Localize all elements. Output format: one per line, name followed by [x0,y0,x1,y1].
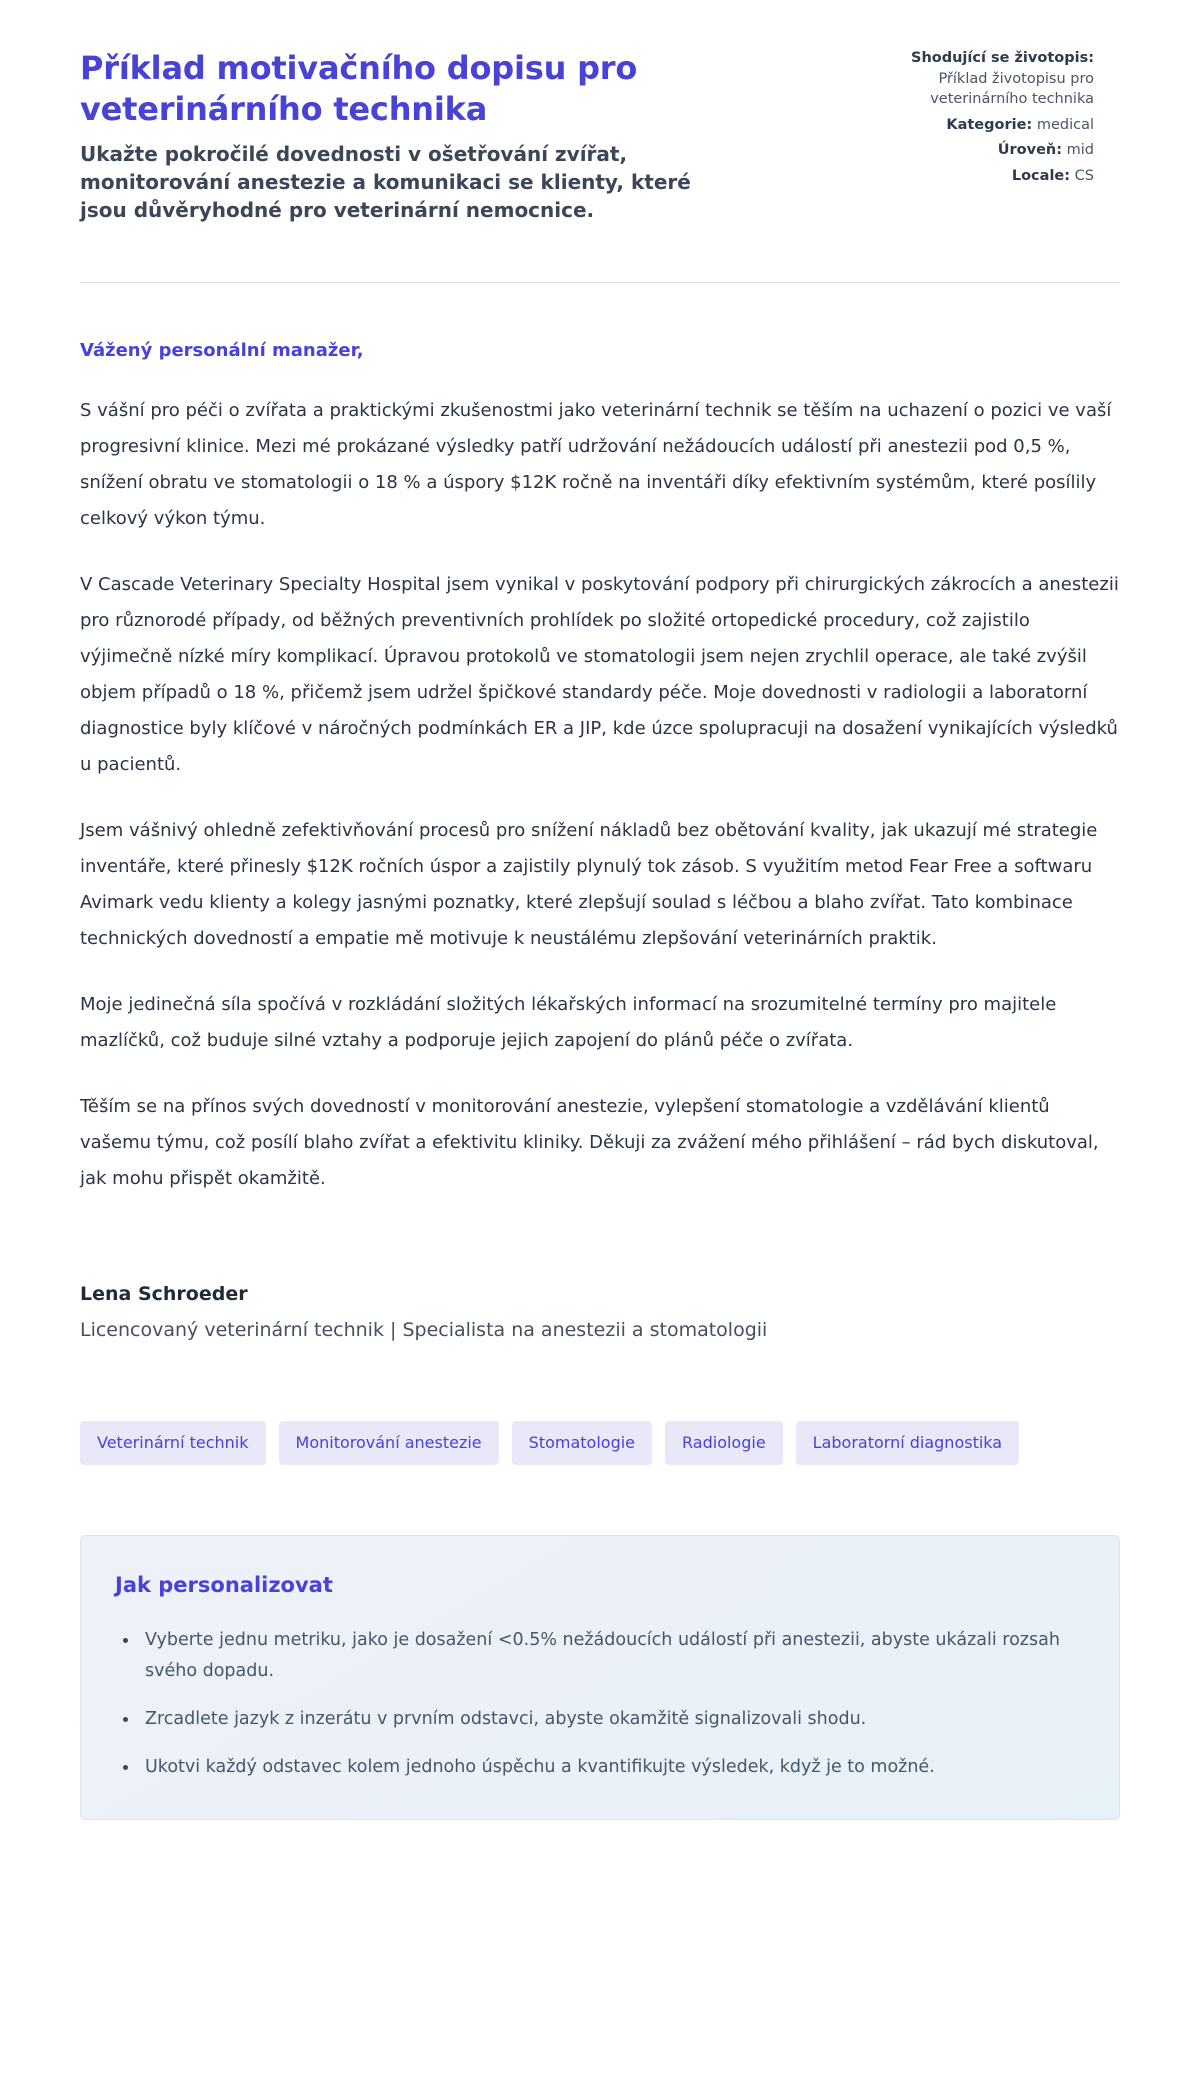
header-title-block [80,48,700,224]
skill-tags-row [80,1421,1120,1465]
skill-tag-laboratory-diagnostics[interactable]: Laboratorní diagnostika [796,1421,1019,1465]
meta-panel [890,48,1120,191]
tip-item-anchor-paragraph: • Ukotvi každý odstavec kolem jednoho úspěchu a kvantifikujte výsledek, když je to možné. [139,1752,1085,1783]
meta-label-locale: Locale: [1011,167,1071,184]
letter-paragraph-4: Moje jedinečná síla spočívá v rozkládání složitých lékařských informací na srozumitelné termíny pro majitele mazlíčků, což buduje silné vztahy a podporuje jejich zapojení do plánů péče o zvířata. [80,994,1057,1051]
meta-label-level: Úroveň: [997,142,1063,159]
signature-title: Licencovaný veterinární technik | Specialista na anestezii a stomatologii [80,1319,768,1341]
page-title: Příklad motivačního dopisu pro veterinárního technika [80,49,638,128]
letter-paragraph-3: Jsem vášnivý ohledně zefektivňování procesů pro snížení nákladů bez obětování kvality, jak ukazují mé strategie inventáře, které přinesly $12K ročních úspor a zajistily plynulý tok zásob. S využitím metod Fear Free a softwaru Avimark vedu klienty a kolegy jasnými poznatky, které zlepšují soulad s léčbou a blaho zvířat. Tato kombinace technických dovedností a empatie mě motivuje k neustálému zlepšování veterinárních praktik. [80,820,1098,949]
meta-value-level: mid [1066,142,1094,159]
tips-heading: Jak personalizovat [115,1573,333,1597]
skill-tag-anesthesia-monitoring[interactable]: Monitorování anestezie [279,1421,499,1465]
meta-label-matching-resume: Shodující se životopis: [911,50,1094,66]
skill-tag-radiology[interactable]: Radiologie [665,1421,783,1465]
letter-greeting: Vážený personální manažer, [80,340,364,361]
page-container [80,0,1120,1884]
meta-label-category: Kategorie: [946,116,1033,133]
personalization-tips-box [80,1535,1120,1820]
signature-name: Lena Schroeder [80,1283,248,1305]
header-divider [80,282,1120,283]
skill-tag-veterinary-technician[interactable]: Veterinární technik [80,1421,266,1465]
tip-item-mirror-language: • Zrcadlete jazyk z inzerátu v prvním odstavci, abyste okamžitě signalizovali shodu. [139,1704,1085,1735]
letter-body [80,339,1120,1341]
meta-row-locale [890,166,1094,187]
letter-paragraph-5: Těším se na přínos svých dovedností v monitorování anestezie, vylepšení stomatologie a vzdělávání klientů vašemu týmu, což posílí blaho zvířat a efektivitu kliniky. Děkuji za zvážení mého přihlášení – rád bych diskutoval, jak mohu přispět okamžitě. [80,1096,1099,1189]
meta-row-matching-resume [890,48,1094,110]
skill-tag-dentistry[interactable]: Stomatologie [512,1421,652,1465]
letter-paragraph-2: V Cascade Veterinary Specialty Hospital jsem vynikal v poskytování podpory při chirurgických zákrocích a anestezii pro různorodé případy, od běžných preventivních prohlídek po složité ortopedické procedury, což zajistilo výjimečně nízké míry komplikací. Úpravou protokolů ve stomatologii jsem nejen zrychlil operace, ale také zvýšil objem případů o 18 %, přičemž jsem udržel špičkové standardy péče. Moje dovednosti v radiologii a laboratorní diagnostice byly klíčové v náročných podmínkách ER a JIP, kde úzce spolupracuji na dosažení vynikajících výsledků u pacientů. [80,574,1119,775]
meta-value-category: medical [1036,116,1094,133]
meta-value-locale: CS [1074,167,1094,184]
tip-item-metric: • Vyberte jednu metriku, jako je dosažení <0.5% nežádoucích událostí při anestezii, abyste ukázali rozsah svého dopadu. [139,1625,1085,1687]
tips-list [115,1625,1085,1783]
page-description: Ukažte pokročilé dovednosti v ošetřování zvířat, monitorování anestezie a komunikaci se klienty, které jsou důvěryhodné pro veterinární nemocnice. [80,142,691,222]
meta-row-level [890,140,1094,161]
letter-paragraph-1: S vášní pro péči o zvířata a praktickými zkušenostmi jako veterinární technik se těším na uchazení o pozici ve vaší progresivní klinice. Mezi mé prokázané výsledky patří udržování nežádoucích událostí při anestezii pod 0,5 %, snížení obratu ve stomatologii o 18 % a úspory $12K ročně na inventáři díky efektivním systémům, které posílily celkový výkon týmu. [80,400,1112,529]
meta-value-matching-resume: Příklad životopisu pro veterinárního technika [930,70,1094,108]
meta-row-category [890,115,1094,136]
page-header [80,48,1120,224]
